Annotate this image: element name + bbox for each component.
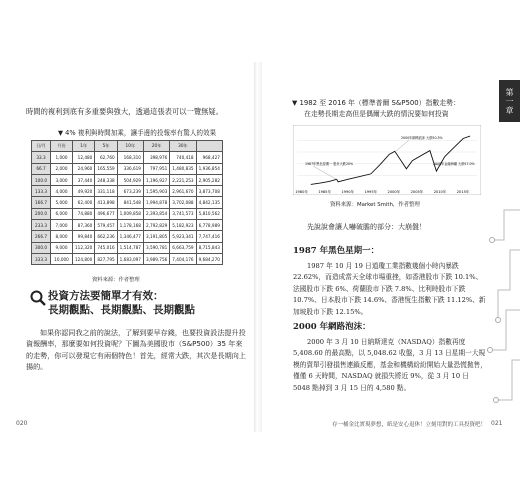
table-cell: 66.7 bbox=[32, 163, 51, 174]
table-cell: 2,221,253 bbox=[170, 174, 196, 185]
chart-frame bbox=[293, 125, 481, 195]
x-tick-label: 2015年 bbox=[456, 190, 470, 194]
chart-caption-line-1: ▼ 1982 至 2016 年（標準普爾 S&P500）指數走勢： bbox=[292, 99, 460, 107]
heading-black-monday: 1987 年黑色星期一： bbox=[293, 246, 380, 256]
table-cell: 7,000 bbox=[51, 220, 73, 231]
table-cell: 7,747,416 bbox=[196, 231, 222, 242]
table-cell: 87,360 bbox=[73, 220, 95, 231]
table-cell: 24,960 bbox=[73, 163, 95, 174]
table-cell: 2,905,282 bbox=[196, 174, 222, 185]
table-cell: 3,590,781 bbox=[143, 242, 169, 253]
table-cell: 1,480,835 bbox=[170, 163, 196, 174]
table-row bbox=[32, 174, 223, 185]
lead-text: 先說說會讓人嚇破膽的部分：大崩盤！ bbox=[307, 223, 426, 231]
table-cell: 248,338 bbox=[95, 174, 117, 185]
table-row bbox=[32, 242, 223, 253]
black-monday-text: 1987 年 10 月 19 日道瓊工業指數幾個小時內暴跌 22.62%，而造成當天全球市場重挫，如香港股市下跌 10.1%、法國股市下跌 6%、荷蘭股市下跌 7.8%、比利時股市下跌 10.7%、日本股市下跌 14.6%、香港恆生指數下跌 11.12%、新加坡股市下跌 12.15%。 bbox=[293, 262, 486, 316]
x-tick-label: 2000年 bbox=[387, 190, 401, 194]
table-cell: 300.0 bbox=[32, 242, 51, 253]
table-cell: 62,760 bbox=[95, 152, 117, 163]
table-body bbox=[32, 152, 223, 265]
table-cell: 266.7 bbox=[32, 231, 51, 242]
table-cell: 3,191,805 bbox=[143, 231, 169, 242]
table-header-cell: 10年 bbox=[117, 141, 143, 152]
table-header-cell bbox=[196, 141, 222, 152]
table-cell: 740,418 bbox=[170, 152, 196, 163]
page-number-left: 020 bbox=[16, 420, 28, 427]
table-cell: 6,663,759 bbox=[170, 242, 196, 253]
chart-source: 資料來源：Market Smith，作者整理 bbox=[330, 202, 420, 208]
table-cell: 1,683,097 bbox=[117, 253, 143, 264]
table-cell: 33.3 bbox=[32, 152, 51, 163]
table-row bbox=[32, 220, 223, 231]
table-cell: 165,559 bbox=[95, 163, 117, 174]
table-cell: 841,548 bbox=[117, 197, 143, 208]
table-cell: 166.7 bbox=[32, 197, 51, 208]
table-cell: 124,800 bbox=[73, 253, 95, 264]
table-cell: 3,702,088 bbox=[170, 197, 196, 208]
chart-annotation: 1987年黑色星期一 股市大跌20% bbox=[305, 162, 354, 166]
table-row bbox=[32, 197, 223, 208]
running-footer: 存一桶金比實現夢想，紙是安心退休！立刻用對的工具投資吧！ bbox=[332, 422, 487, 428]
x-tick-label: 1985年 bbox=[318, 190, 332, 194]
table-cell: 1,936,854 bbox=[196, 163, 222, 174]
table-cell: 7,404,176 bbox=[170, 253, 196, 264]
table-cell: 3,873,708 bbox=[196, 186, 222, 197]
table-cell: 112,320 bbox=[73, 242, 95, 253]
table-header-cell: 20年 bbox=[143, 141, 169, 152]
circuit-decoration bbox=[484, 200, 520, 420]
table-row bbox=[32, 231, 223, 242]
book-gutter bbox=[254, 62, 262, 432]
x-tick-label: 1980年 bbox=[295, 190, 308, 194]
table-header-cell: 30年 bbox=[170, 141, 196, 152]
subheading-line-2: 長期觀點、長期觀點、長期觀點 bbox=[48, 303, 195, 316]
table-cell: 6,000 bbox=[51, 208, 73, 219]
table-cell: 9,684,270 bbox=[196, 253, 222, 264]
page-number-right: 021 bbox=[491, 420, 503, 427]
left-body-text: 如果你認同我之前的說法，了解到要早存錢，也要投資設法提升投資報酬率，那麼要如何投資呢？下圖為美國股市（S&P500）35 年來的走勢，你可以發現它有兩個特色！首先，經常大跌，其次是長期向上揚的。 bbox=[26, 328, 246, 371]
table-cell: 1,178,168 bbox=[117, 220, 143, 231]
table-cell: 4,000 bbox=[51, 186, 73, 197]
table-cell: 3,989,756 bbox=[143, 253, 169, 264]
table-cell: 100.0 bbox=[32, 174, 51, 185]
subheading-line-1: 投資方法要簡單才有效： bbox=[48, 290, 164, 302]
table-cell: 5,923,341 bbox=[170, 231, 196, 242]
table-cell: 2,792,829 bbox=[143, 220, 169, 231]
table-cell: 398,976 bbox=[143, 152, 169, 163]
table-header-cell: 5年 bbox=[95, 141, 117, 152]
table-cell: 2,393,854 bbox=[143, 208, 169, 219]
magnifier-icon bbox=[30, 290, 46, 306]
table-cell: 413,898 bbox=[95, 197, 117, 208]
table-cell: 5,000 bbox=[51, 197, 73, 208]
table-cell: 331,118 bbox=[95, 186, 117, 197]
table-source: 資料來源：作者整理 bbox=[92, 277, 140, 283]
table-header-cell: 日/月 bbox=[32, 141, 51, 152]
table-cell: 333.3 bbox=[32, 253, 51, 264]
table-cell: 4,842,135 bbox=[196, 197, 222, 208]
table-cell: 496,677 bbox=[95, 208, 117, 219]
table-header-cell: 1年 bbox=[73, 141, 95, 152]
x-tick-label: 1995年 bbox=[364, 190, 378, 194]
table-cell: 1,346,477 bbox=[117, 231, 143, 242]
table-cell: 1,196,927 bbox=[143, 174, 169, 185]
table-cell: 504,929 bbox=[117, 174, 143, 185]
table-cell: 827,795 bbox=[95, 253, 117, 264]
table-cell: 168,310 bbox=[117, 152, 143, 163]
chart-annotation: 2000年網路泡沫 大跌50.3% bbox=[401, 136, 443, 140]
x-tick-label: 2010年 bbox=[433, 190, 447, 194]
table-cell: 2,961,670 bbox=[170, 186, 196, 197]
table-caption: ▼ 4% 複利與時間加乘，讓手邊的投報率有驚人的效果 bbox=[58, 129, 217, 137]
table-cell: 133.3 bbox=[32, 186, 51, 197]
chart-annotation: 2008年金融海嘯 大跌57.0% bbox=[433, 162, 475, 166]
table-cell: 3,000 bbox=[51, 174, 73, 185]
table-row bbox=[32, 163, 223, 174]
table-cell: 2,000 bbox=[51, 163, 73, 174]
table-cell: 745,016 bbox=[95, 242, 117, 253]
table-header-row bbox=[32, 141, 223, 152]
table-cell: 579,457 bbox=[95, 220, 117, 231]
table-cell: 49,920 bbox=[73, 186, 95, 197]
table-cell: 1,009,858 bbox=[117, 208, 143, 219]
table-row bbox=[32, 186, 223, 197]
table-cell: 8,000 bbox=[51, 231, 73, 242]
table-header-cell: 月份 bbox=[51, 141, 73, 152]
x-tick-label: 1990年 bbox=[341, 190, 355, 194]
table-cell: 1,595,903 bbox=[143, 186, 169, 197]
chapter-tab: 第一章 bbox=[499, 80, 520, 122]
table-cell: 662,236 bbox=[95, 231, 117, 242]
dotcom-text: 2000 年 3 月 10 日納斯達克（NASDAQ）指數再度 5,408.60 的最高點，以 5,048.62 收盤，3 月 13 日星期一大規模的賣單引發損售連鎖反應，基金和機構紛紛開始大量恐慌拋售，僅僅 6 天時間，NASDAQ 就損失將近 9%，從 3 月 10 日 5048 點掉到 3 月 15 日的 4,580 點。 bbox=[293, 338, 487, 392]
table-cell: 673,239 bbox=[117, 186, 143, 197]
table-cell: 37,440 bbox=[73, 174, 95, 185]
sp500-line-chart bbox=[293, 125, 481, 195]
table-row bbox=[32, 152, 223, 163]
table-cell: 74,880 bbox=[73, 208, 95, 219]
table-row bbox=[32, 253, 223, 264]
table-cell: 797,951 bbox=[143, 163, 169, 174]
table-cell: 233.3 bbox=[32, 220, 51, 231]
table-cell: 62,400 bbox=[73, 197, 95, 208]
table-cell: 3,741,573 bbox=[170, 208, 196, 219]
table-cell: 9,000 bbox=[51, 242, 73, 253]
table-cell: 336,619 bbox=[117, 163, 143, 174]
table-cell: 968,427 bbox=[196, 152, 222, 163]
table-cell: 10,000 bbox=[51, 253, 73, 264]
section-subheading bbox=[48, 290, 238, 317]
left-intro-text: 時間的複利到底有多重要與強大，透過這張表可以一覽無疑。 bbox=[26, 107, 224, 116]
table-cell: 12,480 bbox=[73, 152, 95, 163]
table-cell: 1,000 bbox=[51, 152, 73, 163]
table-cell: 1,514,787 bbox=[117, 242, 143, 253]
heading-dotcom: 2000 年網路泡沫： bbox=[293, 322, 371, 332]
table-cell: 8,715,843 bbox=[196, 242, 222, 253]
compound-interest-table bbox=[31, 140, 223, 265]
table-cell: 200.0 bbox=[32, 208, 51, 219]
table-cell: 99,840 bbox=[73, 231, 95, 242]
chart-caption-line-2: 在走勢長期走高但是偶爾大跌的情況要如何投資 bbox=[304, 110, 449, 118]
table-row bbox=[32, 208, 223, 219]
table-cell: 5,810,562 bbox=[196, 208, 222, 219]
table-cell: 1,994,878 bbox=[143, 197, 169, 208]
x-tick-label: 2005年 bbox=[410, 190, 424, 194]
table-cell: 6,778,989 bbox=[196, 220, 222, 231]
table-cell: 5,182,923 bbox=[170, 220, 196, 231]
